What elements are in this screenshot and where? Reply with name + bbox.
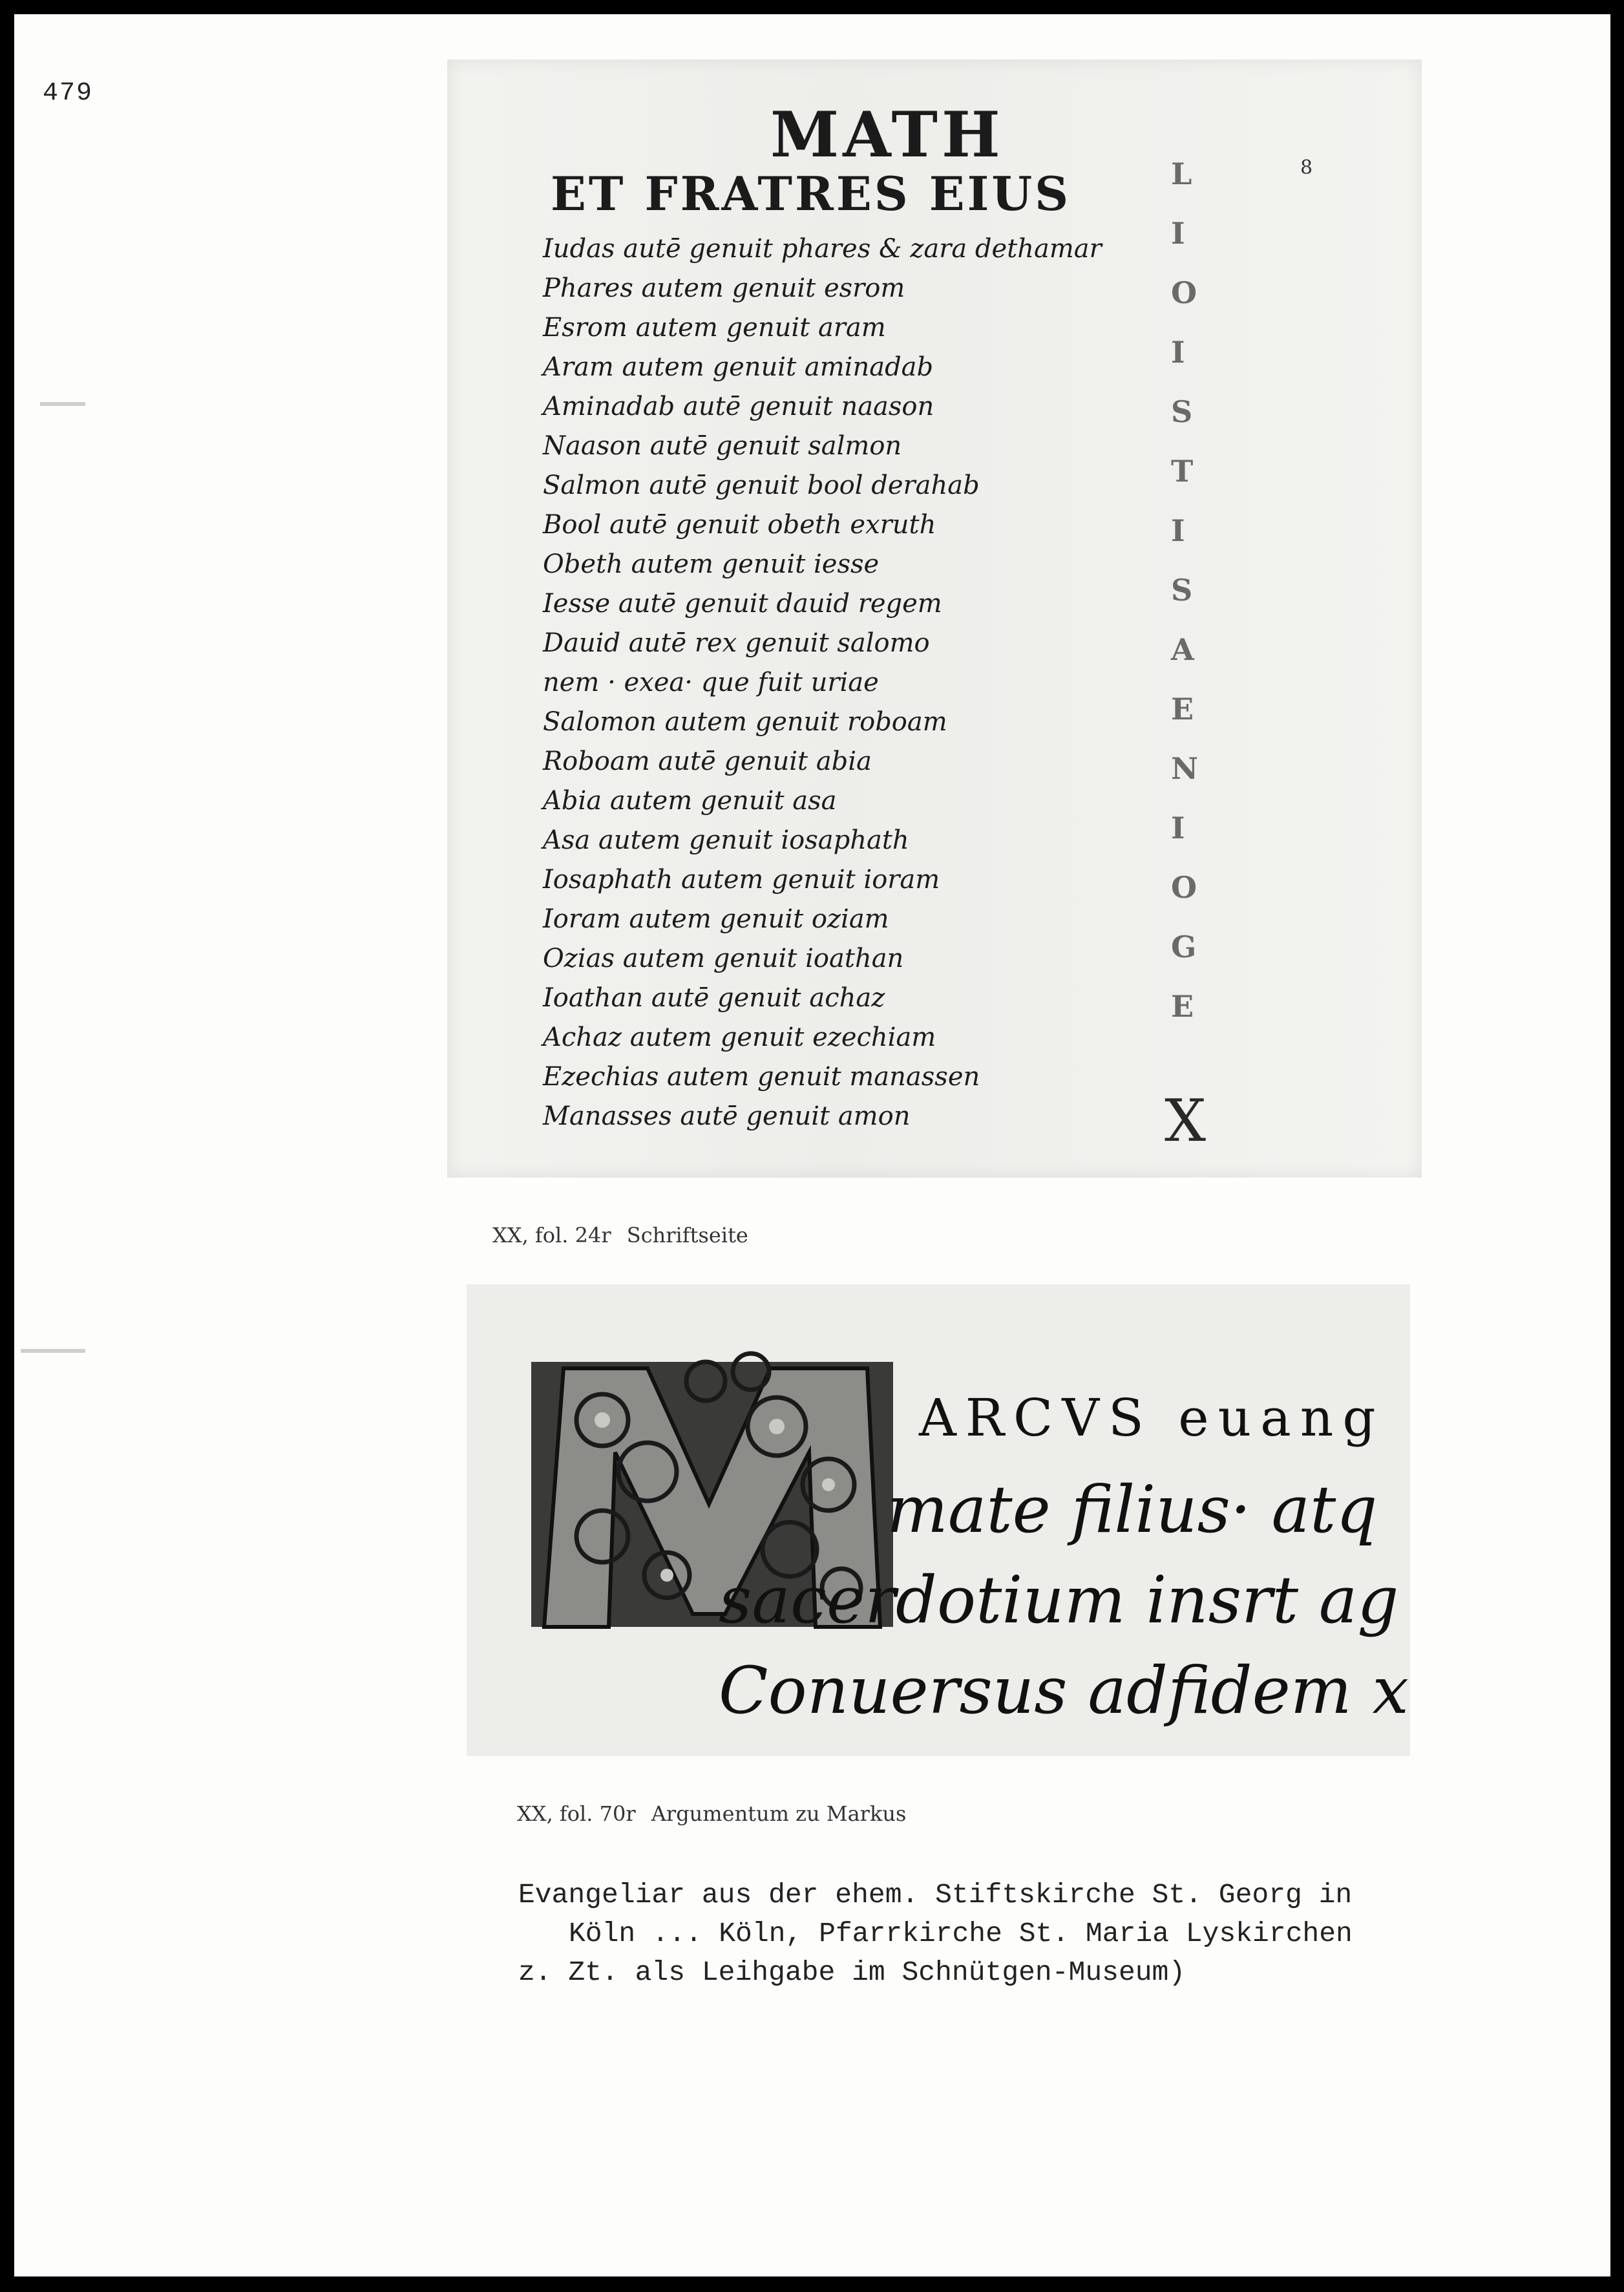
plate2-line-2: mate filius· atq xyxy=(887,1472,1378,1547)
manuscript-line: Ioathan autē genuit achaz xyxy=(543,983,885,1013)
marginal-number: 8 xyxy=(1300,156,1313,179)
source-note xyxy=(518,1876,1353,1992)
plate1-caption-ref: XX, fol. 24r xyxy=(492,1223,611,1247)
side-letter: S xyxy=(1171,394,1193,429)
manuscript-line: Manasses autē genuit amon xyxy=(543,1101,911,1131)
manuscript-line: Asa autem genuit iosaphath xyxy=(543,825,909,855)
plate1-caption xyxy=(492,1223,748,1247)
manuscript-line: Iosaphath autem genuit ioram xyxy=(543,865,940,895)
manuscript-line: Aram autem genuit aminadab xyxy=(543,352,934,382)
manuscript-line: Iesse autē genuit dauid regem xyxy=(543,589,942,619)
side-letter: G xyxy=(1171,929,1197,964)
manuscript-plate-2 xyxy=(467,1284,1410,1756)
source-note-line-3: z. Zt. als Leihgabe im Schnütgen-Museum) xyxy=(518,1957,1186,1988)
manuscript-line: Salmon autē genuit bool derahab xyxy=(543,471,980,500)
manuscript-line: Abia autem genuit asa xyxy=(543,786,837,816)
source-note-line-1: Evangeliar aus der ehem. Stiftskirche St. Georg in xyxy=(518,1879,1353,1911)
manuscript-line: Ozias autem genuit ioathan xyxy=(543,944,904,973)
manuscript-line: Ezechias autem genuit manassen xyxy=(543,1062,980,1092)
side-letter: E xyxy=(1171,692,1194,727)
side-letter: I xyxy=(1171,216,1185,251)
plate2-caption-ref: XX, fol. 70r xyxy=(517,1801,636,1826)
manuscript-line: Bool autē genuit obeth exruth xyxy=(543,510,936,540)
manuscript-line: Roboam autē genuit abia xyxy=(543,747,872,776)
manuscript-plate-1 xyxy=(447,59,1422,1178)
manuscript-line: Dauid autē rex genuit salomo xyxy=(543,628,930,658)
side-letter: X xyxy=(1165,1087,1207,1155)
manuscript-line: Aminadab autē genuit naason xyxy=(543,392,934,421)
manuscript-line: Naason autē genuit salmon xyxy=(543,431,902,461)
manuscript-heading: MATH xyxy=(770,98,1004,171)
manuscript-line: Achaz autem genuit ezechiam xyxy=(543,1023,936,1052)
page-number: 479 xyxy=(43,79,94,108)
manuscript-line: Iudas autē genuit phares & zara dethamar xyxy=(543,234,1102,264)
side-letter: O xyxy=(1171,870,1197,905)
side-letter: I xyxy=(1171,513,1185,548)
manuscript-line: Phares autem genuit esrom xyxy=(543,273,905,303)
manuscript-line: Ioram autem genuit oziam xyxy=(543,904,889,934)
side-letter: A xyxy=(1171,632,1194,667)
side-letter: I xyxy=(1171,811,1185,845)
manuscript-line: Esrom autem genuit aram xyxy=(543,313,886,343)
manuscript-line: nem · exea· que fuit uriae xyxy=(543,668,879,697)
plate2-caption xyxy=(517,1801,906,1826)
source-note-line-2: Köln ... Köln, Pfarrkirche St. Maria Lyskirchen xyxy=(569,1918,1353,1949)
manuscript-line: Obeth autem genuit iesse xyxy=(543,549,880,579)
side-letter: S xyxy=(1171,573,1193,608)
side-letter: N xyxy=(1171,751,1199,786)
side-letter: T xyxy=(1171,454,1194,489)
side-letter: I xyxy=(1171,335,1185,370)
side-letter: O xyxy=(1171,275,1197,310)
side-letter: E xyxy=(1171,989,1194,1024)
side-letter: L xyxy=(1171,156,1192,191)
document-page xyxy=(14,14,1610,2276)
plate2-caption-title: Argumentum zu Markus xyxy=(651,1801,907,1826)
margin-mark xyxy=(40,402,85,406)
manuscript-line: Salomon autem genuit roboam xyxy=(543,707,947,737)
manuscript-subheading: ET FRATRES EIUS xyxy=(551,166,1071,221)
margin-mark xyxy=(21,1349,85,1353)
plate2-line-3: sacerdotium insrt ag xyxy=(719,1562,1399,1638)
plate2-line-1: ARCVS euang xyxy=(919,1388,1385,1448)
plate2-line-4: Conuersus adfidem x xyxy=(719,1653,1409,1728)
plate1-caption-title: Schriftseite xyxy=(626,1223,748,1247)
